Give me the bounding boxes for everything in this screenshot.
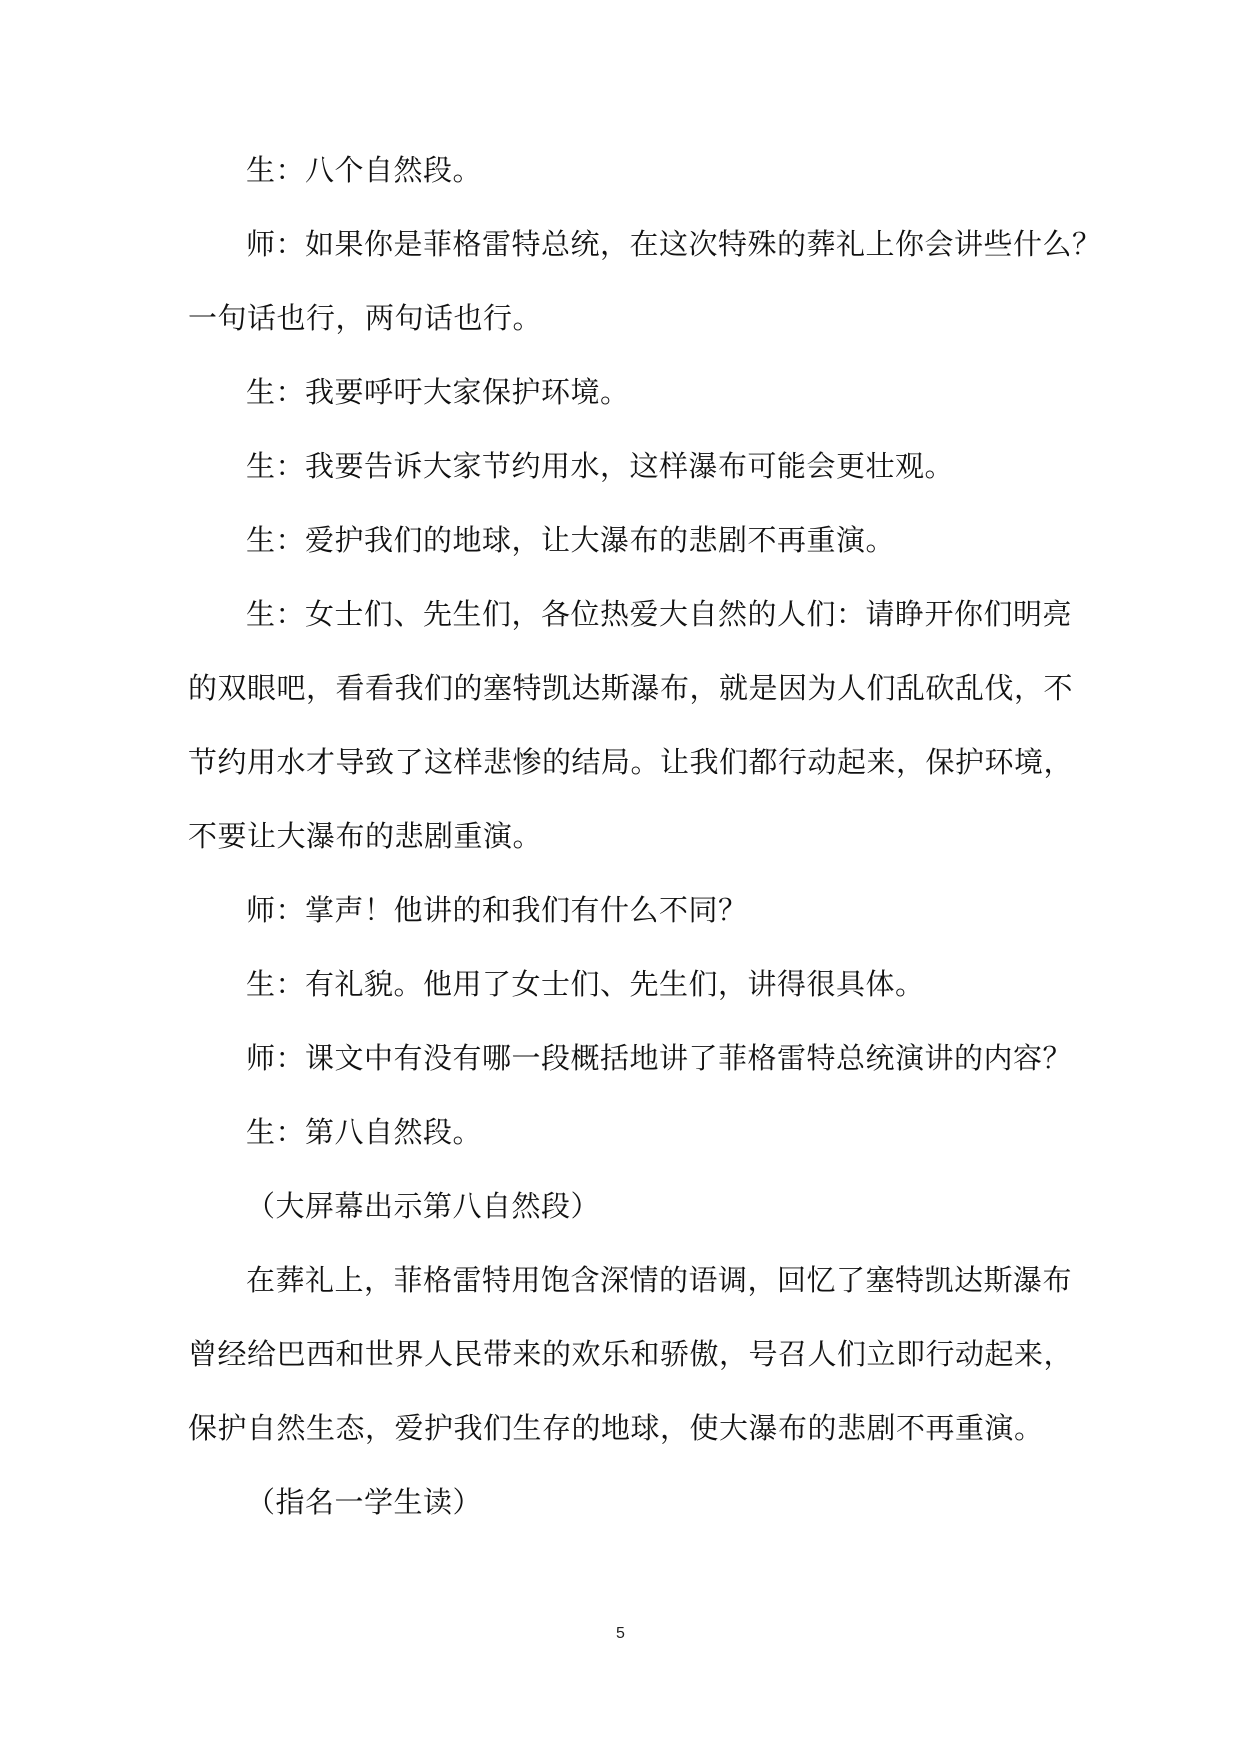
page-number: 5: [616, 1625, 625, 1642]
text-line: 的双眼吧，看看我们的塞特凯达斯瀑布，就是因为人们乱砍乱伐，不: [188, 671, 1074, 705]
text-line: 师：课文中有没有哪一段概括地讲了菲格雷特总统演讲的内容？: [246, 1041, 1073, 1075]
text-line: （指名一学生读）: [246, 1485, 483, 1519]
text-line: 不要让大瀑布的悲剧重演。: [188, 819, 543, 853]
text-line: 曾经给巴西和世界人民带来的欢乐和骄傲，号召人们立即行动起来，: [188, 1337, 1074, 1371]
text-line: 节约用水才导致了这样悲惨的结局。让我们都行动起来，保护环境，: [188, 745, 1074, 779]
text-line: 一句话也行，两句话也行。: [188, 301, 543, 335]
text-line: 生：女士们、先生们，各位热爱大自然的人们：请睁开你们明亮: [246, 597, 1073, 631]
text-line: 生：有礼貌。他用了女士们、先生们，讲得很具体。: [246, 967, 925, 1001]
text-line: 生：我要呼吁大家保护环境。: [246, 375, 630, 409]
text-line: 保护自然生态，爱护我们生存的地球，使大瀑布的悲剧不再重演。: [188, 1411, 1044, 1445]
text-line: 在葬礼上，菲格雷特用饱含深情的语调，回忆了塞特凯达斯瀑布: [246, 1263, 1073, 1297]
text-line: （大屏幕出示第八自然段）: [246, 1189, 601, 1223]
text-line: 师：如果你是菲格雷特总统，在这次特殊的葬礼上你会讲些什么？: [246, 227, 1102, 261]
text-line: 生：八个自然段。: [246, 153, 483, 187]
text-line: 生：爱护我们的地球，让大瀑布的悲剧不再重演。: [246, 523, 896, 557]
text-line: 生：第八自然段。: [246, 1115, 483, 1149]
text-line: 生：我要告诉大家节约用水，这样瀑布可能会更壮观。: [246, 449, 955, 483]
text-line: 师：掌声！他讲的和我们有什么不同？: [246, 893, 748, 927]
